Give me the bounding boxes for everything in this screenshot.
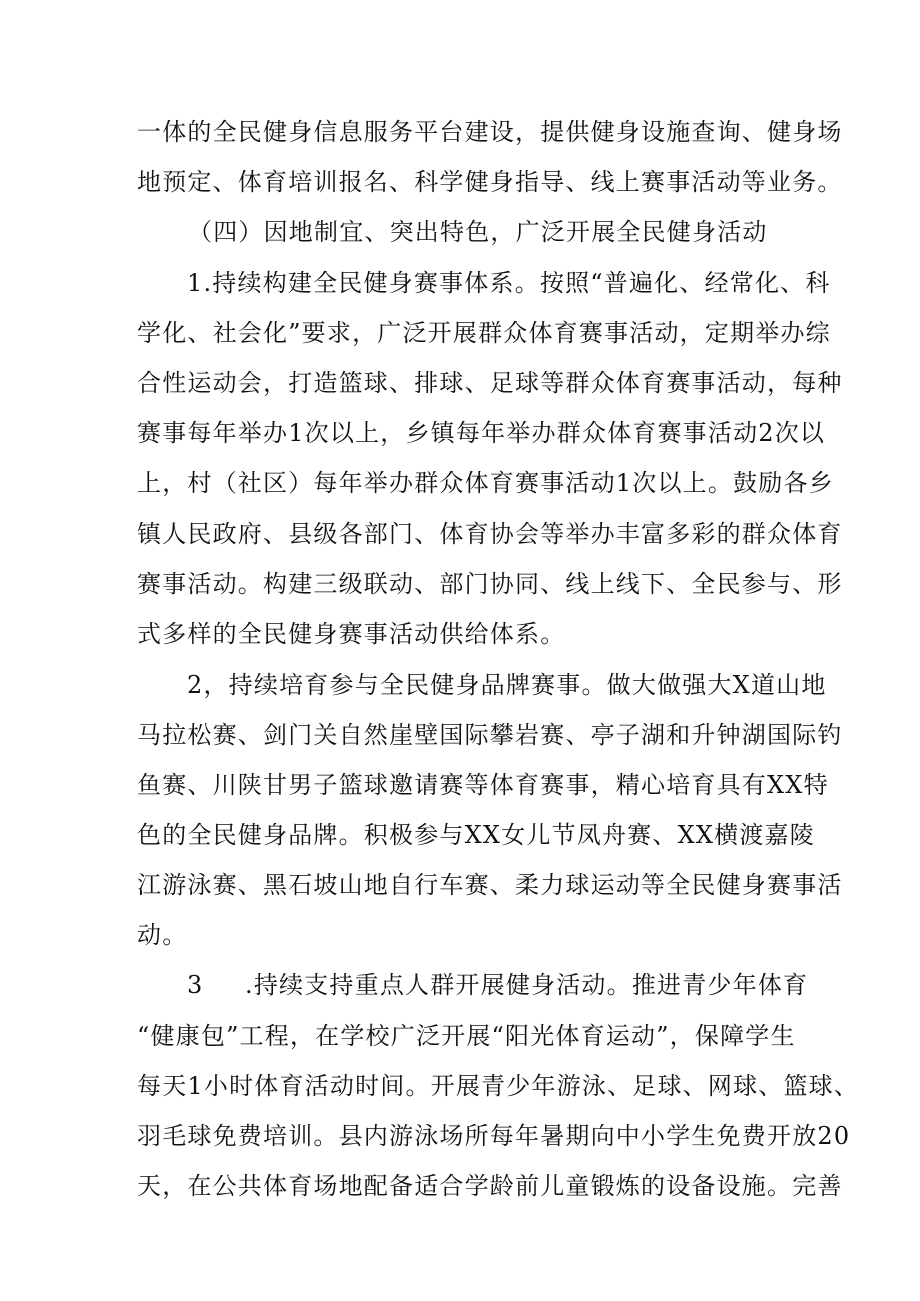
paragraph-3-line-3: 每天1小时体育活动时间。开展青少年游泳、足球、网球、篮球、 xyxy=(137,1072,860,1100)
paragraph-2-line-3: 鱼赛、川陕甘男子篮球邀请赛等体育赛事，精心培育具有XX特 xyxy=(137,771,829,799)
paragraph-2-line-2: 马拉松赛、剑门关自然崖壁国际攀岩赛、亭子湖和升钟湖国际钓 xyxy=(137,721,843,749)
paragraph-1-line-5: 上，村（社区）每年举办群众体育赛事活动1次以上。鼓励各乡 xyxy=(137,469,834,497)
text-line-1: 一体的全民健身信息服务平台建设，提供健身设施查询、健身场 xyxy=(137,118,843,146)
paragraph-1-line-8: 式多样的全民健身赛事活动供给体系。 xyxy=(137,620,566,648)
paragraph-1-line-7: 赛事活动。构建三级联动、部门协同、线上线下、全民参与、形 xyxy=(137,570,843,598)
paragraph-1-line-6: 镇人民政府、县级各部门、体育协会等举办丰富多彩的群众体育 xyxy=(137,520,843,548)
section-heading: （四）因地制宜、突出特色，广泛开展全民健身活动 xyxy=(188,218,768,246)
paragraph-1-line-1: 1.持续构建全民健身赛事体系。按照“普遍化、经常化、科 xyxy=(187,269,831,297)
paragraph-2-line-1: 2，持续培育参与全民健身品牌赛事。做大做强大X道山地 xyxy=(187,671,827,699)
paragraph-3-line-4: 羽毛球免费培训。县内游泳场所每年暑期向中小学生免费开放20 xyxy=(137,1122,851,1150)
paragraph-3-line-1: .持续支持重点人群开展健身活动。推进青少年体育 xyxy=(245,971,809,999)
paragraph-3-line-2: “健康包”工程，在学校广泛开展“阳光体育运动”，保障学生 xyxy=(137,1022,796,1050)
paragraph-1-line-3: 合性运动会，打造篮球、排球、足球等群众体育赛事活动，每种 xyxy=(137,369,843,397)
paragraph-2-line-6: 动。 xyxy=(137,921,188,949)
paragraph-1-line-4: 赛事每年举办1次以上，乡镇每年举办群众体育赛事活动2次以 xyxy=(137,419,826,447)
paragraph-1-line-2: 学化、社会化”要求，广泛开展群众体育赛事活动，定期举办综 xyxy=(137,319,831,347)
text-line-2: 地预定、体育培训报名、科学健身指导、线上赛事活动等业务。 xyxy=(137,168,843,196)
paragraph-2-line-4: 色的全民健身品牌。积极参与XX女儿节凤舟赛、XX横渡嘉陵 xyxy=(137,821,815,849)
paragraph-2-line-5: 江游泳赛、黑石坡山地自行车赛、柔力球运动等全民健身赛事活 xyxy=(137,871,843,899)
paragraph-3-number: 3 xyxy=(187,971,204,999)
paragraph-3-line-5: 天，在公共体育场地配备适合学龄前儿童锻炼的设备设施。完善 xyxy=(137,1172,843,1200)
